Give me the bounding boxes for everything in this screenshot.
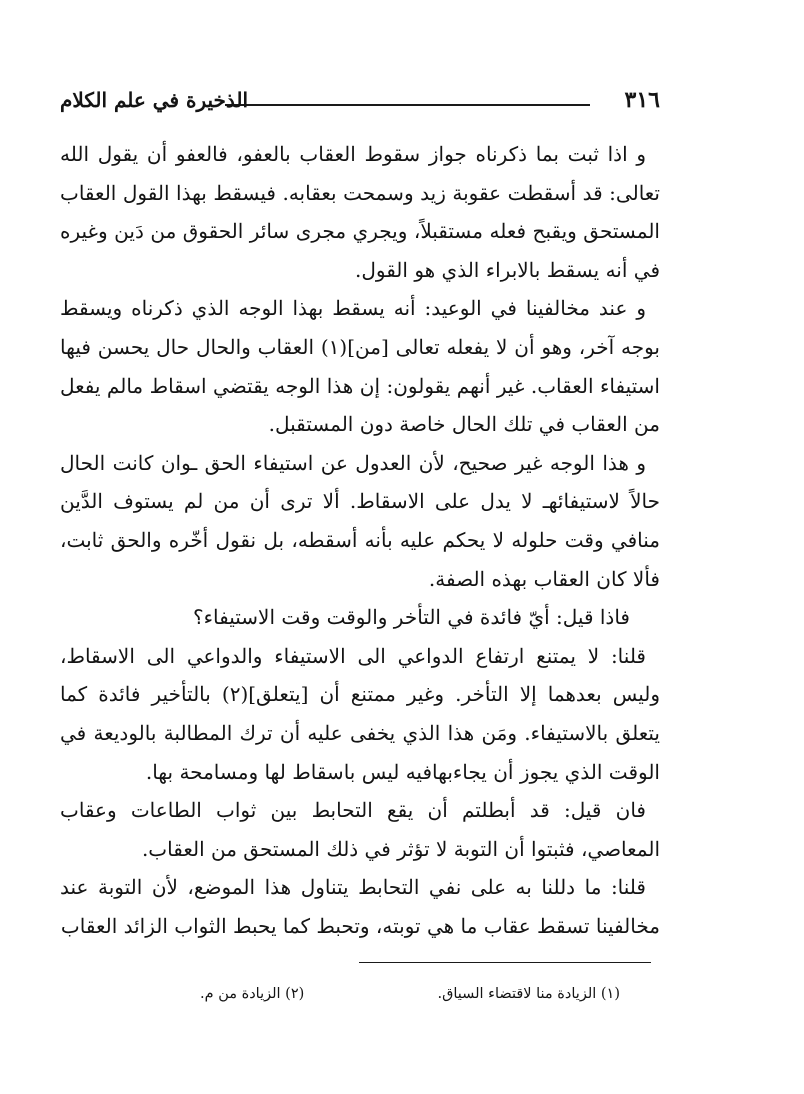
paragraph: قلنا: لا يمتنع ارتفاع الدواعي الى الاستيفاء والدواعي الى الاسقاط، وليس بعدهما إلا التأخر. وغير ممتنع أن [يتعلق](٢) بالتأخير فائدة كما يتعلق بالاستيفاء. ومَن هذا الذي يخفى عليه أن ترك المطالبة بالوديعة في الوقت الذي يجوز أن يجاءبهافيه ليس باسقاط لها ومسامحة بها.	[60, 643, 660, 784]
running-header	[60, 82, 660, 118]
page-number: ٣١٦	[624, 87, 660, 113]
paragraph: و هذا الوجه غير صحيح، لأن العدول عن استيفاء الحق ـوان كانت الحال حالاً لاستيفائهـ لا يدل على الاسقاط. ألا ترى أن من لم يستوف الدَّين منافي وقت حلوله لا يحكم عليه بأنه أسقطه، بل نقول أخّره والحق ثابت، فألا كان العقاب بهذه الصفة.	[60, 450, 660, 591]
paragraph: قلنا: ما دللنا به على نفي التحابط يتناول هذا الموضع، لأن التوبة عند مخالفينا تسقط عقاب ما هي توبته، وتحبط كما يحبط الثواب الزائد العقاب	[60, 875, 660, 938]
paragraph: و اذا ثبت بما ذكرناه جواز سقوط العقاب بالعفو، فالعفو أن يقول الله تعالى: قد أسقطت عقوبة زيد وسمحت بعقابه. فيسقط بهذا القول العقاب المستحق ويقبح فعله مستقبلاً، ويجري مجرى سائر الحقوق من دَين وغيره في أنه يسقط بالابراء الذي هو القول.	[60, 142, 660, 282]
footnote-2: (٢) الزيادة من م.	[200, 986, 305, 1002]
book-title: الذخيرة في علم الكلام	[60, 88, 249, 112]
body-text	[60, 135, 660, 945]
paragraph: و عند مخالفينا في الوعيد: أنه يسقط بهذا الوجه الذي ذكرناه ويسقط بوجه آخر، وهو أن لا يفعله تعالى [من](١) العقاب والحال حال يحسن فيها استيفاء العقاب. غير أنهم يقولون: إن هذا الوجه يقتضي اسقاط مالم يفعل من العقاب في تلك الحال خاصة دون المستقبل.	[60, 296, 660, 437]
footnotes	[200, 982, 620, 1006]
footnote-rule	[359, 962, 651, 963]
header-rule	[225, 104, 590, 106]
paragraph: فاذا قيل: أيّ فائدة في التأخر والوقت وقت الاستيفاء؟	[193, 605, 630, 630]
footnote-1: (١) الزيادة منا لاقتضاء السياق.	[437, 986, 620, 1002]
paragraph: فان قيل: قد أبطلتم أن يقع التحابط بين ثواب الطاعات وعقاب المعاصي، فثبتوا أن التوبة لا تؤثر في ذلك المستحق من العقاب.	[60, 798, 660, 861]
